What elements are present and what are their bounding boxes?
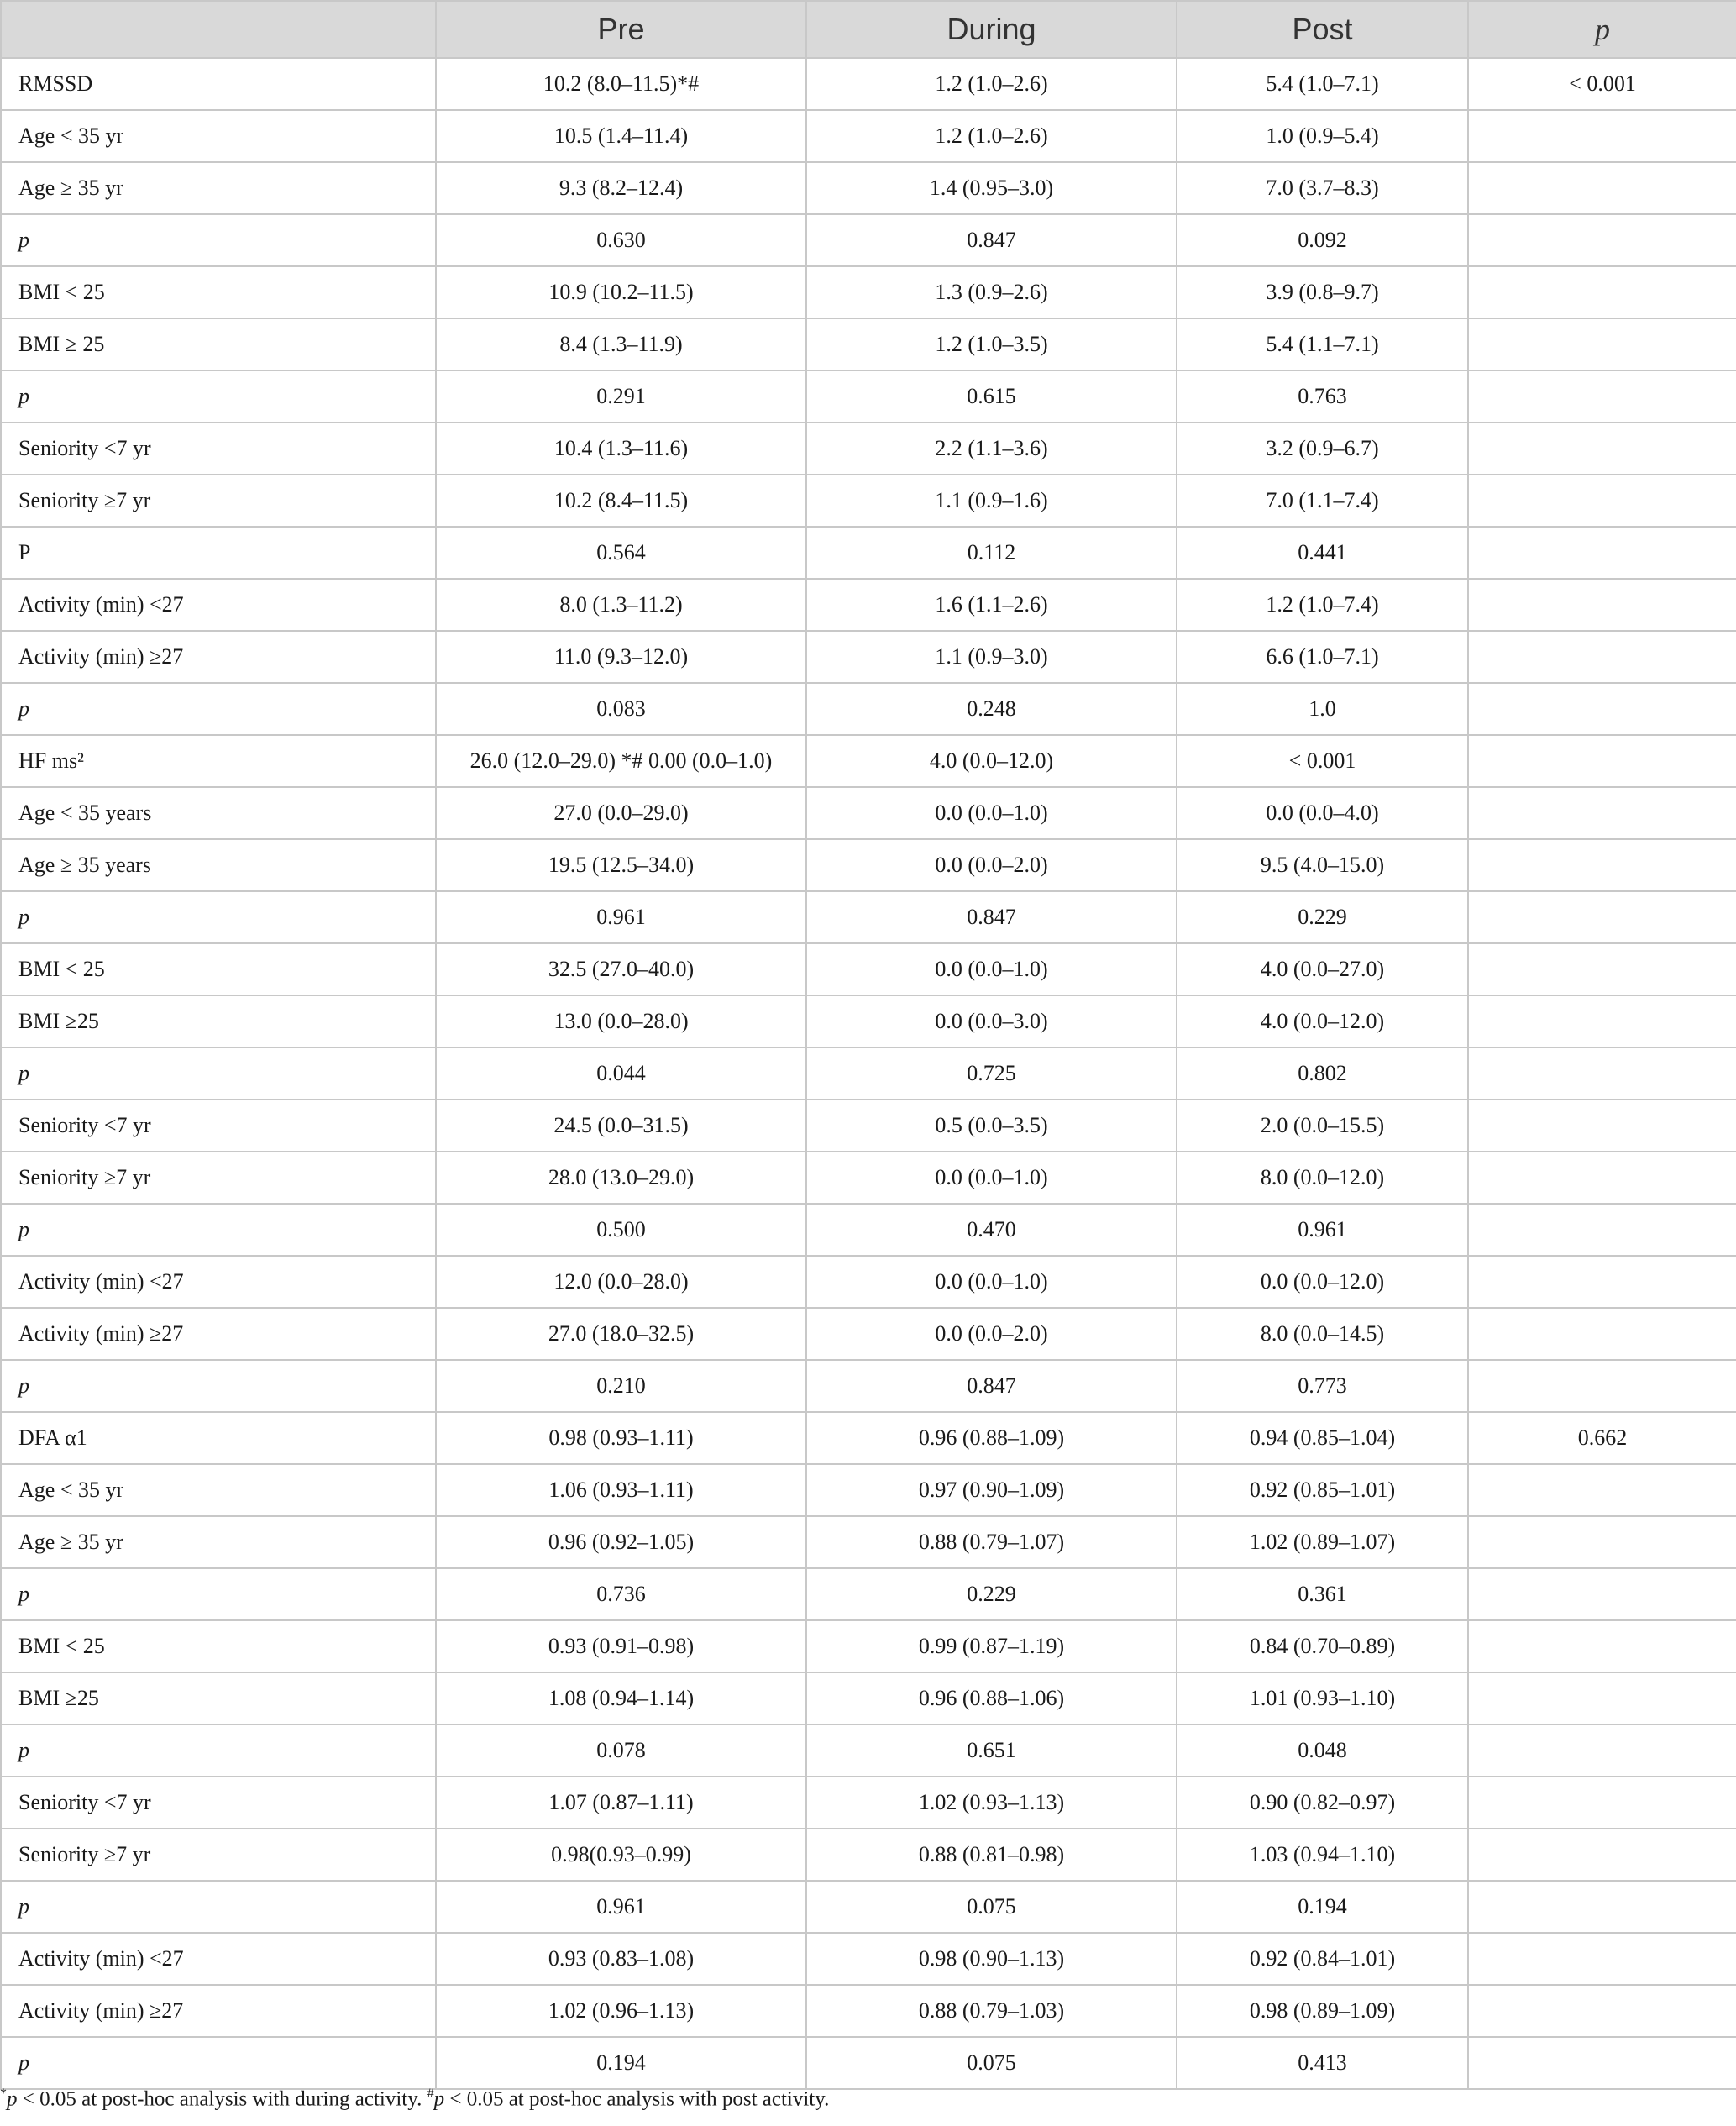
cell-pre: 0.564 [436, 527, 806, 579]
cell-label: Seniority <7 yr [1, 1100, 436, 1152]
cell-pre: 0.93 (0.91–0.98) [436, 1620, 806, 1672]
cell-post: 0.441 [1177, 527, 1468, 579]
cell-during: 2.2 (1.1–3.6) [806, 423, 1177, 475]
header-p: p [1468, 1, 1736, 58]
cell-during: 0.88 (0.79–1.03) [806, 1985, 1177, 2037]
cell-post: 0.0 (0.0–12.0) [1177, 1256, 1468, 1308]
footnote-p-1: p [7, 2087, 18, 2111]
cell-p [1468, 1985, 1736, 2037]
cell-label: p [1, 1568, 436, 1620]
cell-post: 0.0 (0.0–4.0) [1177, 787, 1468, 839]
cell-label: p [1, 683, 436, 735]
cell-during: 0.725 [806, 1047, 1177, 1100]
cell-pre: 26.0 (12.0–29.0) *# 0.00 (0.0–1.0) [436, 735, 806, 787]
cell-pre: 0.961 [436, 1881, 806, 1933]
cell-label: p [1, 1881, 436, 1933]
cell-p [1468, 1360, 1736, 1412]
cell-pre: 27.0 (18.0–32.5) [436, 1308, 806, 1360]
table-row [1, 1152, 1736, 1204]
table-row [1, 2037, 1736, 2089]
cell-post: 7.0 (1.1–7.4) [1177, 475, 1468, 527]
footnote-symbol-hash: # [427, 2087, 434, 2101]
cell-label: BMI ≥25 [1, 1672, 436, 1724]
table-row [1, 1829, 1736, 1881]
table-row [1, 1204, 1736, 1256]
cell-label: Seniority ≥7 yr [1, 1152, 436, 1204]
cell-pre: 0.078 [436, 1724, 806, 1777]
table-row [1, 1412, 1736, 1464]
cell-during: 0.0 (0.0–3.0) [806, 995, 1177, 1047]
cell-during: 0.0 (0.0–1.0) [806, 787, 1177, 839]
cell-post: 0.048 [1177, 1724, 1468, 1777]
cell-pre: 9.3 (8.2–12.4) [436, 162, 806, 214]
cell-pre: 28.0 (13.0–29.0) [436, 1152, 806, 1204]
cell-p [1468, 1933, 1736, 1985]
table-row [1, 162, 1736, 214]
table-row [1, 1933, 1736, 1985]
cell-during: 0.0 (0.0–2.0) [806, 839, 1177, 891]
cell-post: 4.0 (0.0–27.0) [1177, 943, 1468, 995]
cell-p [1468, 683, 1736, 735]
table-row [1, 1620, 1736, 1672]
cell-p [1468, 995, 1736, 1047]
cell-pre: 27.0 (0.0–29.0) [436, 787, 806, 839]
cell-during: 0.651 [806, 1724, 1177, 1777]
cell-pre: 8.0 (1.3–11.2) [436, 579, 806, 631]
cell-post: 0.802 [1177, 1047, 1468, 1100]
table-row [1, 1516, 1736, 1568]
cell-label: p [1, 891, 436, 943]
table-row [1, 1360, 1736, 1412]
cell-pre: 0.93 (0.83–1.08) [436, 1933, 806, 1985]
cell-post: 0.92 (0.85–1.01) [1177, 1464, 1468, 1516]
cell-p [1468, 1672, 1736, 1724]
cell-p [1468, 1047, 1736, 1100]
cell-label: BMI < 25 [1, 1620, 436, 1672]
cell-post: 1.01 (0.93–1.10) [1177, 1672, 1468, 1724]
cell-during: 0.5 (0.0–3.5) [806, 1100, 1177, 1152]
cell-label: Seniority <7 yr [1, 1777, 436, 1829]
table-row [1, 943, 1736, 995]
cell-pre: 10.4 (1.3–11.6) [436, 423, 806, 475]
cell-p [1468, 839, 1736, 891]
cell-pre: 1.07 (0.87–1.11) [436, 1777, 806, 1829]
cell-label: BMI < 25 [1, 266, 436, 318]
cell-post: 9.5 (4.0–15.0) [1177, 839, 1468, 891]
table-row [1, 266, 1736, 318]
cell-pre: 32.5 (27.0–40.0) [436, 943, 806, 995]
table-row [1, 1672, 1736, 1724]
cell-post: 0.94 (0.85–1.04) [1177, 1412, 1468, 1464]
cell-label: Seniority <7 yr [1, 423, 436, 475]
footnote-text-2: < 0.05 at post-hoc analysis with post activity. [444, 2087, 830, 2111]
cell-post: 1.02 (0.89–1.07) [1177, 1516, 1468, 1568]
table-row [1, 631, 1736, 683]
cell-p [1468, 423, 1736, 475]
cell-label: Age < 35 yr [1, 110, 436, 162]
cell-pre: 1.02 (0.96–1.13) [436, 1985, 806, 2037]
cell-label: RMSSD [1, 58, 436, 110]
footnote-symbol-star: * [0, 2087, 7, 2101]
cell-p [1468, 1881, 1736, 1933]
cell-during: 0.229 [806, 1568, 1177, 1620]
cell-during: 0.847 [806, 1360, 1177, 1412]
cell-post: 1.2 (1.0–7.4) [1177, 579, 1468, 631]
table-row [1, 1256, 1736, 1308]
cell-p [1468, 2037, 1736, 2089]
cell-post: 0.092 [1177, 214, 1468, 266]
table-row [1, 683, 1736, 735]
cell-label: Age ≥ 35 yr [1, 162, 436, 214]
cell-label: Age < 35 yr [1, 1464, 436, 1516]
cell-during: 0.075 [806, 2037, 1177, 2089]
cell-post: 7.0 (3.7–8.3) [1177, 162, 1468, 214]
cell-p [1468, 1777, 1736, 1829]
cell-post: 4.0 (0.0–12.0) [1177, 995, 1468, 1047]
table-row [1, 735, 1736, 787]
cell-during: 1.2 (1.0–3.5) [806, 318, 1177, 370]
cell-post: 0.90 (0.82–0.97) [1177, 1777, 1468, 1829]
cell-during: 0.96 (0.88–1.09) [806, 1412, 1177, 1464]
cell-label: p [1, 2037, 436, 2089]
cell-during: 1.2 (1.0–2.6) [806, 110, 1177, 162]
header-label [1, 1, 436, 58]
table-row [1, 1985, 1736, 2037]
cell-during: 0.0 (0.0–1.0) [806, 1256, 1177, 1308]
cell-label: p [1, 1047, 436, 1100]
cell-p [1468, 1464, 1736, 1516]
cell-post: 1.03 (0.94–1.10) [1177, 1829, 1468, 1881]
cell-pre: 10.2 (8.0–11.5)*# [436, 58, 806, 110]
cell-p [1468, 735, 1736, 787]
table-row [1, 1308, 1736, 1360]
cell-p [1468, 579, 1736, 631]
cell-p [1468, 370, 1736, 423]
table-row [1, 370, 1736, 423]
cell-pre: 10.2 (8.4–11.5) [436, 475, 806, 527]
cell-pre: 10.5 (1.4–11.4) [436, 110, 806, 162]
cell-pre: 0.736 [436, 1568, 806, 1620]
cell-during: 0.847 [806, 214, 1177, 266]
header-post: Post [1177, 1, 1468, 58]
cell-p [1468, 318, 1736, 370]
cell-label: Activity (min) ≥27 [1, 1985, 436, 2037]
cell-label: Seniority ≥7 yr [1, 1829, 436, 1881]
cell-p [1468, 1256, 1736, 1308]
cell-post: 3.9 (0.8–9.7) [1177, 266, 1468, 318]
cell-post: 0.194 [1177, 1881, 1468, 1933]
cell-p [1468, 631, 1736, 683]
header-row [1, 1, 1736, 58]
cell-pre: 0.291 [436, 370, 806, 423]
cell-p [1468, 1100, 1736, 1152]
cell-during: 0.96 (0.88–1.06) [806, 1672, 1177, 1724]
cell-post: 0.961 [1177, 1204, 1468, 1256]
table-body [1, 58, 1736, 2089]
table-row [1, 1568, 1736, 1620]
table-row [1, 787, 1736, 839]
cell-during: 0.88 (0.79–1.07) [806, 1516, 1177, 1568]
cell-p: 0.662 [1468, 1412, 1736, 1464]
cell-label: BMI ≥25 [1, 995, 436, 1047]
cell-during: 0.075 [806, 1881, 1177, 1933]
cell-label: Age ≥ 35 yr [1, 1516, 436, 1568]
cell-label: Age ≥ 35 years [1, 839, 436, 891]
cell-label: Seniority ≥7 yr [1, 475, 436, 527]
cell-during: 1.1 (0.9–1.6) [806, 475, 1177, 527]
header-during: During [806, 1, 1177, 58]
cell-during: 0.99 (0.87–1.19) [806, 1620, 1177, 1672]
cell-label: Activity (min) ≥27 [1, 631, 436, 683]
cell-p: < 0.001 [1468, 58, 1736, 110]
cell-label: Activity (min) ≥27 [1, 1308, 436, 1360]
cell-pre: 0.210 [436, 1360, 806, 1412]
cell-post: 0.361 [1177, 1568, 1468, 1620]
cell-pre: 24.5 (0.0–31.5) [436, 1100, 806, 1152]
table-row [1, 1881, 1736, 1933]
cell-p [1468, 110, 1736, 162]
cell-during: 1.4 (0.95–3.0) [806, 162, 1177, 214]
cell-during: 0.88 (0.81–0.98) [806, 1829, 1177, 1881]
cell-post: 1.0 (0.9–5.4) [1177, 110, 1468, 162]
cell-label: p [1, 1204, 436, 1256]
cell-label: BMI < 25 [1, 943, 436, 995]
cell-p [1468, 1152, 1736, 1204]
table-row [1, 214, 1736, 266]
cell-p [1468, 1308, 1736, 1360]
cell-pre: 8.4 (1.3–11.9) [436, 318, 806, 370]
cell-pre: 0.98(0.93–0.99) [436, 1829, 806, 1881]
cell-during: 0.470 [806, 1204, 1177, 1256]
cell-p [1468, 214, 1736, 266]
cell-post: 5.4 (1.0–7.1) [1177, 58, 1468, 110]
cell-post: 0.413 [1177, 2037, 1468, 2089]
cell-label: p [1, 1360, 436, 1412]
cell-post: 0.98 (0.89–1.09) [1177, 1985, 1468, 2037]
table-row [1, 579, 1736, 631]
cell-during: 0.0 (0.0–1.0) [806, 943, 1177, 995]
cell-during: 0.248 [806, 683, 1177, 735]
footnote [0, 2087, 829, 2111]
cell-pre: 19.5 (12.5–34.0) [436, 839, 806, 891]
cell-pre: 1.06 (0.93–1.11) [436, 1464, 806, 1516]
cell-pre: 0.630 [436, 214, 806, 266]
cell-pre: 1.08 (0.94–1.14) [436, 1672, 806, 1724]
cell-post: 0.763 [1177, 370, 1468, 423]
cell-during: 1.02 (0.93–1.13) [806, 1777, 1177, 1829]
cell-label: Activity (min) <27 [1, 579, 436, 631]
cell-post: 0.229 [1177, 891, 1468, 943]
cell-post: 0.84 (0.70–0.89) [1177, 1620, 1468, 1672]
cell-pre: 0.961 [436, 891, 806, 943]
cell-p [1468, 527, 1736, 579]
table-row [1, 1047, 1736, 1100]
cell-p [1468, 1620, 1736, 1672]
cell-p [1468, 1516, 1736, 1568]
header-pre: Pre [436, 1, 806, 58]
cell-during: 0.615 [806, 370, 1177, 423]
table-row [1, 891, 1736, 943]
cell-post: 8.0 (0.0–14.5) [1177, 1308, 1468, 1360]
cell-during: 0.0 (0.0–2.0) [806, 1308, 1177, 1360]
table-row [1, 839, 1736, 891]
table-row [1, 527, 1736, 579]
cell-during: 0.847 [806, 891, 1177, 943]
cell-during: 1.6 (1.1–2.6) [806, 579, 1177, 631]
table-row [1, 475, 1736, 527]
cell-pre: 0.96 (0.92–1.05) [436, 1516, 806, 1568]
table-row [1, 1100, 1736, 1152]
cell-p [1468, 891, 1736, 943]
table-row [1, 423, 1736, 475]
table-row [1, 318, 1736, 370]
cell-label: P [1, 527, 436, 579]
cell-p [1468, 1204, 1736, 1256]
footnote-p-2: p [433, 2087, 445, 2111]
cell-label: DFA α1 [1, 1412, 436, 1464]
table-row [1, 110, 1736, 162]
cell-p [1468, 1568, 1736, 1620]
cell-pre: 0.083 [436, 683, 806, 735]
table-row [1, 1464, 1736, 1516]
cell-label: p [1, 370, 436, 423]
cell-during: 1.2 (1.0–2.6) [806, 58, 1177, 110]
cell-label: p [1, 1724, 436, 1777]
cell-label: HF ms² [1, 735, 436, 787]
cell-post: 3.2 (0.9–6.7) [1177, 423, 1468, 475]
cell-p [1468, 1724, 1736, 1777]
table-row [1, 58, 1736, 110]
cell-pre: 0.044 [436, 1047, 806, 1100]
cell-p [1468, 943, 1736, 995]
cell-post: 2.0 (0.0–15.5) [1177, 1100, 1468, 1152]
cell-post: 8.0 (0.0–12.0) [1177, 1152, 1468, 1204]
cell-pre: 0.98 (0.93–1.11) [436, 1412, 806, 1464]
table-row [1, 995, 1736, 1047]
cell-post: 5.4 (1.1–7.1) [1177, 318, 1468, 370]
cell-pre: 13.0 (0.0–28.0) [436, 995, 806, 1047]
cell-during: 0.112 [806, 527, 1177, 579]
cell-during: 0.98 (0.90–1.13) [806, 1933, 1177, 1985]
cell-label: Age < 35 years [1, 787, 436, 839]
cell-label: BMI ≥ 25 [1, 318, 436, 370]
cell-during: 1.3 (0.9–2.6) [806, 266, 1177, 318]
cell-pre: 12.0 (0.0–28.0) [436, 1256, 806, 1308]
table-row [1, 1724, 1736, 1777]
cell-p [1468, 266, 1736, 318]
cell-pre: 10.9 (10.2–11.5) [436, 266, 806, 318]
cell-pre: 0.500 [436, 1204, 806, 1256]
cell-pre: 11.0 (9.3–12.0) [436, 631, 806, 683]
cell-label: Activity (min) <27 [1, 1933, 436, 1985]
cell-during: 0.0 (0.0–1.0) [806, 1152, 1177, 1204]
cell-post: 0.773 [1177, 1360, 1468, 1412]
table-row [1, 1777, 1736, 1829]
cell-during: 0.97 (0.90–1.09) [806, 1464, 1177, 1516]
cell-p [1468, 1829, 1736, 1881]
cell-p [1468, 787, 1736, 839]
cell-post: 6.6 (1.0–7.1) [1177, 631, 1468, 683]
cell-label: Activity (min) <27 [1, 1256, 436, 1308]
cell-post: 0.92 (0.84–1.01) [1177, 1933, 1468, 1985]
cell-post: < 0.001 [1177, 735, 1468, 787]
cell-p [1468, 162, 1736, 214]
cell-during: 4.0 (0.0–12.0) [806, 735, 1177, 787]
cell-during: 1.1 (0.9–3.0) [806, 631, 1177, 683]
cell-p [1468, 475, 1736, 527]
cell-post: 1.0 [1177, 683, 1468, 735]
cell-pre: 0.194 [436, 2037, 806, 2089]
footnote-text-1: < 0.05 at post-hoc analysis with during activity. [17, 2087, 427, 2111]
cell-label: p [1, 214, 436, 266]
